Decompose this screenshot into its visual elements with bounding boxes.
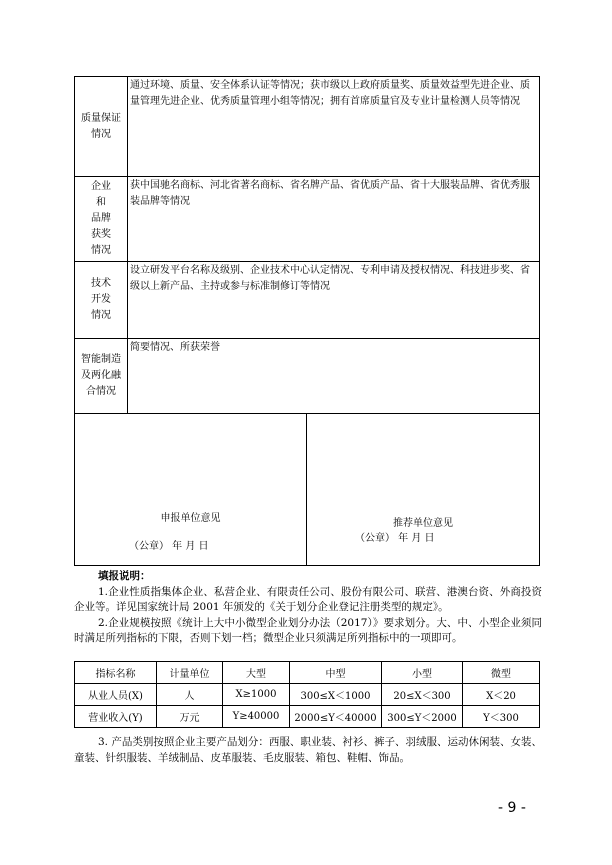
awards-content: 获中国驰名商标、河北省著名商标、省名牌产品、省优质产品、省十大服装品牌、省优秀服装品牌等情况 [128, 177, 540, 262]
smart-label [75, 339, 128, 414]
instruction-2: 2.企业规模按照《统计上大中小微型企业划分办法（2017）》要求划分。大、中、小型企业须同时满足所列指标的下限，否则下划一档；微型企业只须满足所列指标中的一项即可。 [74, 616, 542, 644]
table-cell: 2000≤Y＜40000 [290, 706, 382, 728]
header-cell: 小型 [382, 662, 463, 684]
tech-content: 设立研发平台名称及级别、企业技术中心认定情况、专利申请及授权情况、科技进步奖、省级以上新产品、主持或参与标准制修订等情况 [128, 262, 540, 339]
table-cell: 营业收入(Y) [75, 706, 157, 728]
recommender-opinion-cell [307, 413, 540, 566]
table-cell: X≥1000 [223, 684, 290, 706]
instruction-1: 1.企业性质指集体企业、私营企业、有限责任公司、股份有限公司、联营、港澳台资、外商投资企业等。详见国家统计局 2001 年颁发的《关于划分企业登记注册类型的规定》。 [74, 585, 542, 613]
opinion-row [75, 413, 540, 566]
label-line: 和 [96, 197, 106, 208]
scale-table-header [75, 662, 540, 684]
recommender-seal-date: （公章） 年 月 日 [355, 533, 435, 544]
table-cell: 万元 [157, 706, 223, 728]
header-cell: 中型 [290, 662, 382, 684]
label-line: 智能制造 [81, 354, 121, 365]
label-line: 情况 [91, 128, 111, 140]
form-row-awards [75, 177, 540, 262]
table-cell: 人 [157, 684, 223, 706]
form-row-tech [75, 262, 540, 339]
fill-instructions [74, 569, 542, 647]
label-line: 品牌 [91, 213, 111, 224]
label-line: 开发 [91, 294, 111, 305]
table-cell: 300≤Y＜2000 [382, 706, 463, 728]
header-cell: 计量单位 [157, 662, 223, 684]
smart-content: 简要情况、所获荣誉 [128, 339, 540, 414]
recommender-opinion-title: 推荐单位意见 [393, 518, 453, 529]
instruction-3: 3. 产品类别按照企业主要产品划分：西服、职业装、衬衫、裤子、羽绒服、运动休闲装、女装、童装、针织服装、羊绒制品、皮革服装、毛皮服装、箱包、鞋帽、饰品。 [74, 736, 542, 764]
table-cell: Y＜300 [463, 706, 540, 728]
label-line: 企业 [91, 181, 111, 192]
applicant-seal-date: （公章） 年 月 日 [129, 541, 209, 552]
application-form-table [74, 76, 540, 414]
page-number: - 9 - [498, 800, 526, 816]
table-row [75, 684, 540, 706]
header-cell: 微型 [463, 662, 540, 684]
enterprise-scale-table [74, 661, 540, 728]
table-row [75, 706, 540, 728]
header-cell: 大型 [223, 662, 290, 684]
tech-label [75, 262, 128, 339]
applicant-opinion-title: 申报单位意见 [160, 513, 221, 524]
label-line: 情况 [91, 245, 111, 256]
form-row-smart [75, 339, 540, 414]
label-line: 技术 [91, 278, 111, 289]
table-cell: X＜20 [463, 684, 540, 706]
table-cell: Y≥40000 [223, 706, 290, 728]
table-cell: 300≤X＜1000 [290, 684, 382, 706]
quality-content: 通过环境、质量、安全体系认证等情况；获市级以上政府质量奖、质量效益型先进企业、质量管理先进企业、优秀质量管理小组等情况；拥有首席质量官及专业计量检测人员等情况 [128, 77, 540, 177]
header-cell: 指标名称 [75, 662, 157, 684]
table-cell: 20≤X＜300 [382, 684, 463, 706]
label-line: 质量保证 [81, 112, 121, 124]
applicant-opinion-cell [75, 413, 307, 566]
label-line: 情况 [91, 310, 111, 321]
awards-label [75, 177, 128, 262]
opinion-table [74, 413, 540, 566]
label-line: 合情况 [86, 386, 116, 397]
form-row-quality [75, 77, 540, 177]
label-line: 获奖 [91, 229, 111, 240]
instructions-title: 填报说明： [98, 570, 151, 582]
table-cell: 从业人员(X) [75, 684, 157, 706]
quality-label [75, 77, 128, 177]
label-line: 及两化融 [81, 370, 121, 381]
